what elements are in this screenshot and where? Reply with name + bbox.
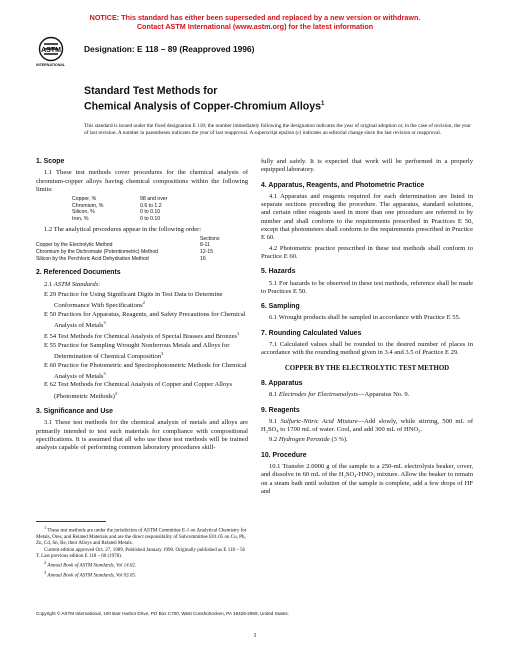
section-heading-procedure: 10. Procedure bbox=[261, 451, 307, 459]
left-column bbox=[36, 158, 248, 455]
reagents-p2: 9.2 Hydrogen Peroxide (3 %). bbox=[269, 436, 348, 444]
table-row: Copper by the Electrolytic Method 8-11 bbox=[36, 242, 210, 249]
page-number: 1 bbox=[253, 632, 257, 639]
procedures-table bbox=[36, 236, 248, 262]
footnote: Current edition approved Oct. 27, 1989. Published January 1990. Originally published as E 118 – 56 T. Last previous edition E 118 – 60 (1978). bbox=[36, 547, 246, 559]
ref-item: E 29 Practice for Using Significant Digits in Test Data to Determine Conformance With Specifications$^2$ bbox=[44, 290, 223, 310]
hazards-p1: 5.1 For hazards to be observed in these test methods, reference shall be made to Practices E 50. bbox=[261, 279, 473, 295]
procedure-p1: 10.1 Transfer 2.0000 g of the sample to a 250-mL electrolysis beaker, cover, and dissolve in 60 mL of the H₂SO₄-HNO₃ mixture. Allow the beaker to remain on a steam bath until solution of the sample is complete, add a few drops of HF and bbox=[261, 463, 473, 495]
composition-limits-table bbox=[72, 196, 248, 222]
table-row: Silicon by the Perchloric Acid Dehydration Method 16 bbox=[36, 255, 206, 262]
section-heading-rounding: 7. Rounding Calculated Values bbox=[261, 329, 362, 337]
title-line-2: Chemical Analysis of Copper-Chromium Alloys$^1$ bbox=[84, 100, 325, 113]
copyright-line: Copyright © ASTM International, 100 Barr Harbor Drive, PO Box C700, West Conshohocken, PA 19428-2959, United States. bbox=[36, 611, 289, 616]
continued-text: fully and safely. It is expected that work will be performed in a properly equipped laboratory. bbox=[261, 158, 473, 174]
sampling-p1: 6.1 Wrought products shall be sampled in accordance with Practice E 55. bbox=[269, 314, 461, 322]
footnotes bbox=[36, 525, 248, 580]
footnote: $^2$ Annual Book of ASTM Standards, Vol 14.02. bbox=[44, 560, 137, 569]
section-heading-referenced-documents: 2. Referenced Documents bbox=[36, 269, 121, 277]
scope-p2: 1.2 The analytical procedures appear in the following order: bbox=[44, 225, 202, 233]
method-heading-copper: COPPER BY THE ELECTROLYTIC TEST METHOD bbox=[284, 364, 450, 372]
rounding-p1: 7.1 Calculated values shall be rounded to the desired number of places in accordance with the rounding method given in 3.4 and 3.5 of Practice E 29. bbox=[261, 341, 473, 357]
notice-line-1: NOTICE: This standard has either been superseded and replaced by a new version or withdrawn. bbox=[89, 13, 421, 22]
significance-p1: 3.1 These test methods for the chemical analysis of metals and alloys are primarily intended to test such materials for compliance with compositional specifications. It is assumed that all who use these test methods will be trained analysts capable of performing common laboratory procedures skill- bbox=[36, 419, 248, 452]
document-title bbox=[84, 85, 324, 113]
refs-intro: 2.1 ASTM Standards: bbox=[44, 280, 101, 288]
section-heading-apparatus: 8. Apparatus bbox=[261, 379, 303, 387]
right-column bbox=[261, 158, 473, 498]
table-row: Silicon, % 0 to 0.10 bbox=[72, 209, 161, 216]
title-line-1: Standard Test Methods for bbox=[84, 85, 218, 97]
ref-item: E 55 Practice for Sampling Wrought Nonferrous Metals and Alloys for Determination of Chemical Composition$^3$ bbox=[44, 341, 230, 361]
section-heading-reagents: 9. Reagents bbox=[261, 406, 300, 414]
reagents-p1: 9.1 Sulfuric-Nitric Acid Mixture—Add slowly, while stirring, 500 mL of H₂SO₄ to 1700 mL of water. Cool, and add 300 mL of HNO₃. bbox=[261, 417, 474, 434]
section-heading-scope: 1. Scope bbox=[36, 158, 65, 165]
scope-p1: 1.1 These test methods cover procedures for the chemical analysis of chromium-copper alloys having chemical compositions within the following limits: bbox=[36, 169, 248, 193]
ref-item: E 50 Practices for Apparatus, Reagents, and Safety Precautions for Chemical Analysis of Metals$^3$ bbox=[44, 310, 246, 330]
apparatus8-p1: 8.1 Electrodes for Electroanalysis—Apparatus No. 9. bbox=[269, 391, 410, 399]
sections-header: Sections bbox=[200, 235, 220, 242]
notice-line-2: Contact ASTM International (www.astm.org) for the latest information bbox=[136, 22, 374, 31]
apparatus-p1: 4.1 Apparatus and reagents required for each determination are listed in separate sections preceding the procedure. The apparatus, standard solutions, and certain other reagents used in more than one procedure are referred to by number and shall conform to the requirements prescribed in Practices E 50, except that photometers shall conform to the requirements prescribed in Practice E 60. bbox=[261, 192, 473, 242]
table-row: Iron, % 0 to 0.10 bbox=[72, 215, 161, 222]
table-row: Chromium, % 0.6 to 1.2 bbox=[72, 202, 162, 209]
section-heading-apparatus-reagents: 4. Apparatus, Reagents, and Photometric Practice bbox=[261, 181, 425, 189]
ref-item: E 62 Test Methods for Chemical Analysis of Copper and Copper Alloys (Photometric Methods)$^3$ bbox=[44, 381, 232, 400]
apparatus-p2: 4.2 Photometric practice prescribed in these test methods shall conform to Practice E 60. bbox=[261, 244, 473, 260]
section-heading-hazards: 5. Hazards bbox=[261, 268, 296, 276]
table-row: Copper, % 98 and over bbox=[72, 196, 168, 203]
footnote-rule bbox=[36, 521, 106, 522]
ref-item: E 60 Practice for Photometric and Spectrophotometric Methods for Chemical Analysis of Metals$^3$ bbox=[44, 361, 247, 381]
footnote: $^3$ Annual Book of ASTM Standards, Vol 03.05. bbox=[44, 570, 137, 579]
astm-logo bbox=[38, 36, 64, 70]
section-heading-significance: 3. Significance and Use bbox=[36, 408, 113, 416]
section-heading-sampling: 6. Sampling bbox=[261, 303, 300, 311]
designation: Designation: E 118 – 89 (Reapproved 1996) bbox=[84, 44, 255, 54]
ref-item: E 54 Test Methods for Chemical Analysis of Special Brasses and Bronzes$^3$ bbox=[44, 331, 240, 341]
logo-text: INTERNATIONAL bbox=[36, 63, 66, 67]
footnote: $^1$ These test methods are under the jurisdiction of ASTM Committee E-1 on Analytical Chemistry for Metals, Ores, and Related Materials and are the direct responsibility of Subcommittee E01.05 on Cu, Pb, Zn, Cd, Sn, Be, their Alloys and Related Metals. bbox=[36, 525, 247, 547]
svg-text:ASTM: ASTM bbox=[41, 47, 61, 54]
table-row: Chromium by the Dichromate (Potentiometric) Method 12-15 bbox=[36, 249, 214, 256]
intro-paragraph: This standard is issued under the fixed designation E 118; the number immediately following the designation indicates the year of original adoption or, in the case of revision, the year of last revision. A number in parentheses indicates the year of last reapproval. A superscript epsilon (ε) indicates an editorial change since the last revision or reapproval. bbox=[84, 123, 471, 136]
